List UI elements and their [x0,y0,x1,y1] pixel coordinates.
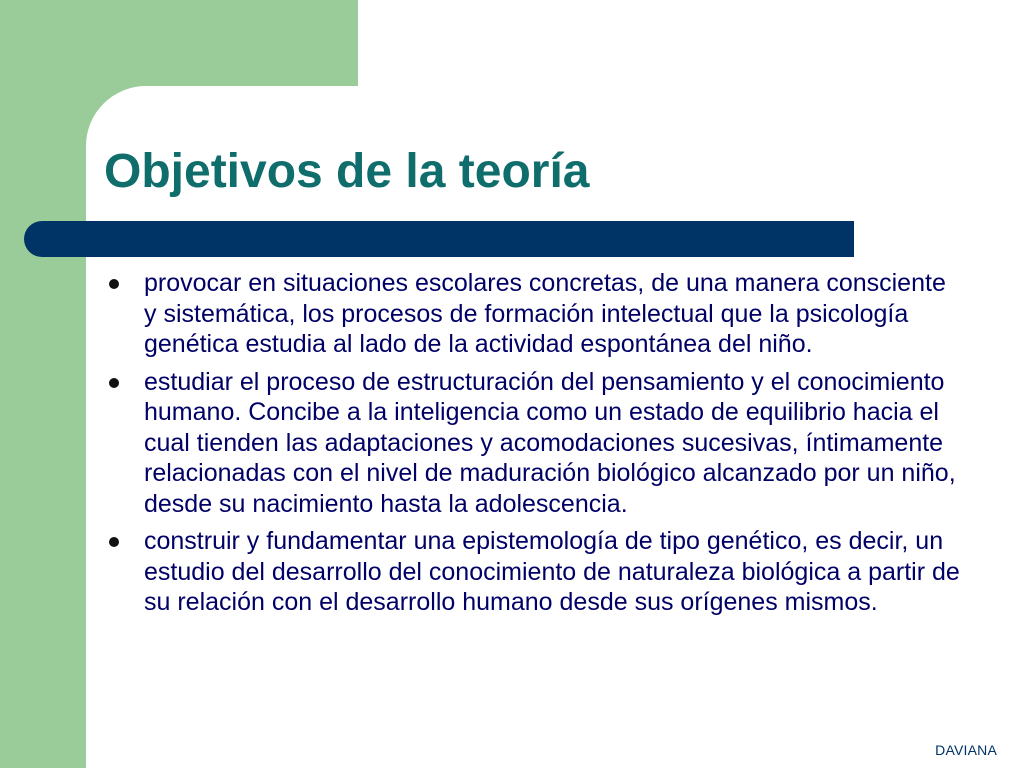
bullet-item [104,268,964,360]
bullet-text: construir y fundamentar una epistemología de tipo genético, es decir, un estudio del desarrollo del conocimiento de naturaleza biológica a partir de su relación con el desarrollo humano desde sus orígenes mismos. [144,527,960,616]
bullet-dot-icon [109,537,119,547]
bullet-item [104,526,964,618]
title-underline-bar [24,221,854,257]
bullet-text: estudiar el proceso de estructuración del pensamiento y el conocimiento humano. Concibe a la inteligencia como un estado de equilibrio hacia el cual tienden las adaptaciones y acomodaciones sucesivas, íntimamente relacionadas con el nivel de maduración biológico alcanzado por un niño, desde su nacimiento hasta la adolescencia. [144,367,956,518]
slide-title: Objetivos de la teoría [104,145,590,198]
bullet-item [104,367,964,520]
bullet-list [104,268,964,625]
bullet-dot-icon [109,378,119,388]
bullet-dot-icon [109,279,119,289]
footer-author: DAVIANA [935,742,997,758]
bullet-text: provocar en situaciones escolares concretas, de una manera consciente y sistemática, los procesos de formación intelectual que la psicología genética estudia al lado de la actividad espontánea del niño. [144,269,946,358]
